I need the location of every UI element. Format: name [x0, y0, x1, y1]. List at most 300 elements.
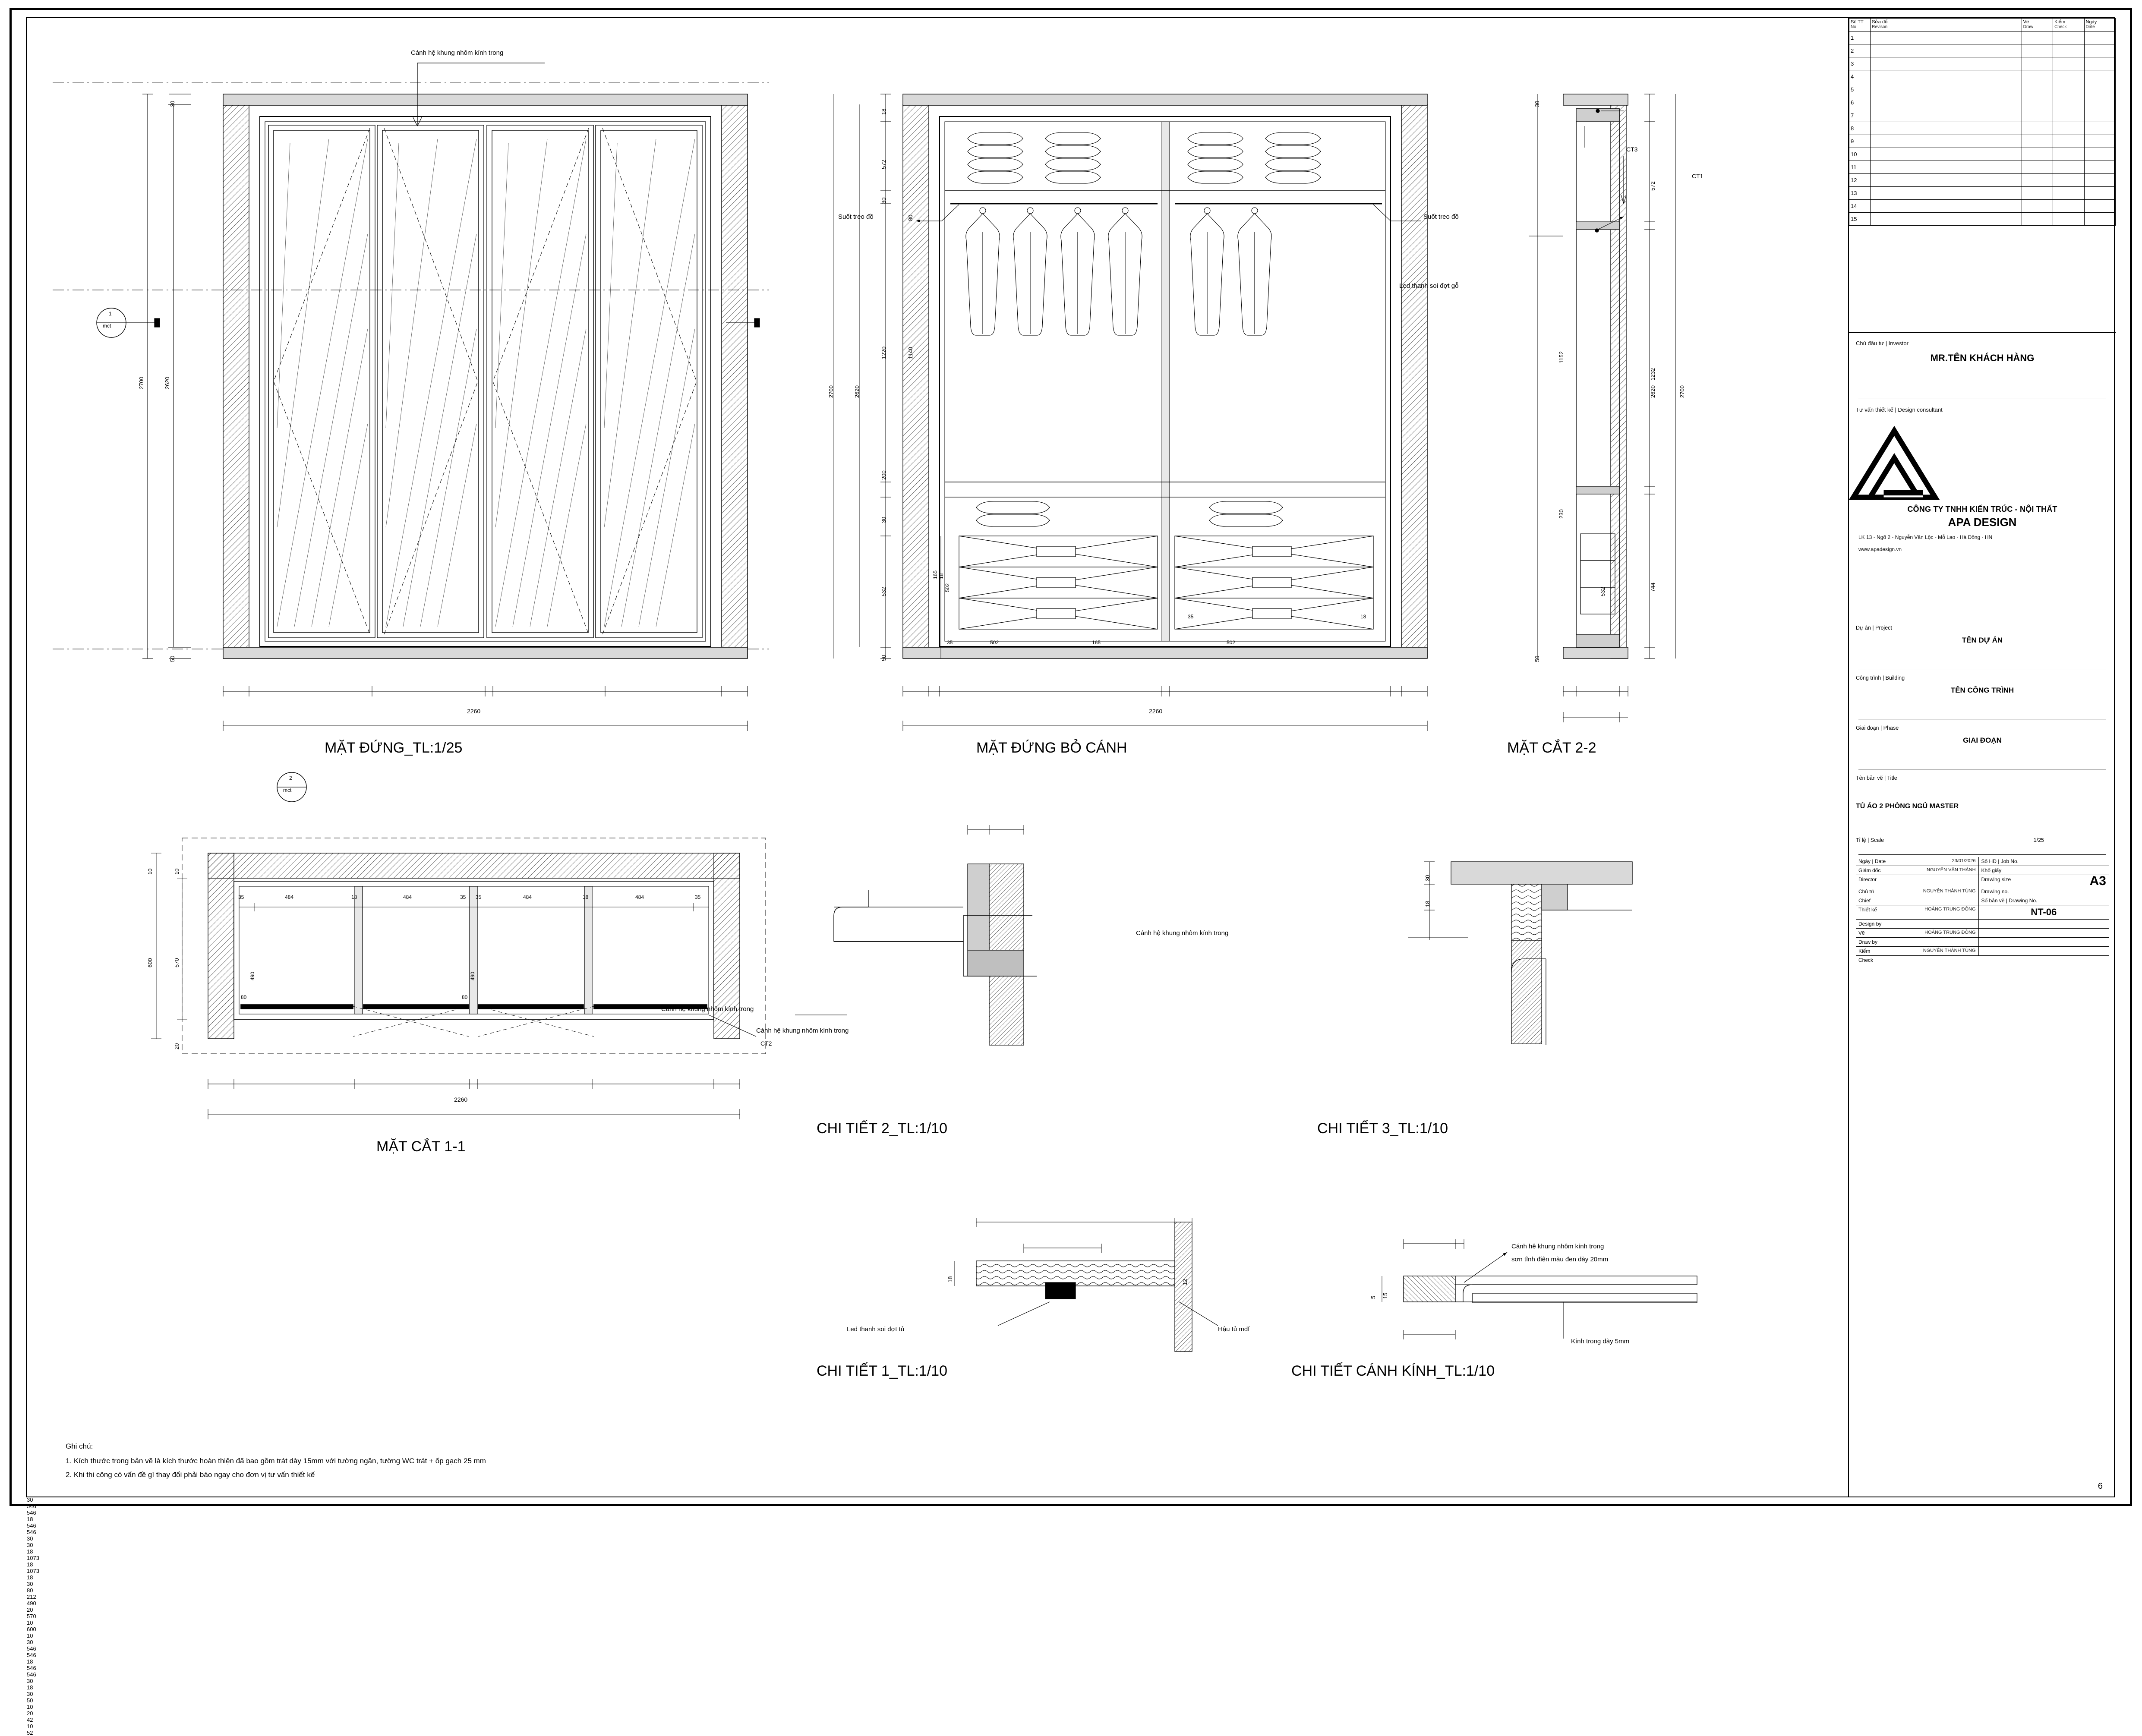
project-value: TÊN DỰ ÁN — [1962, 636, 2003, 644]
rev-col-draw-label: Vẽ — [2023, 19, 2029, 25]
dim-v2-i18: 18 — [938, 573, 944, 579]
revision-row-desc[interactable] — [1871, 44, 2022, 57]
revision-row-date[interactable] — [2084, 57, 2115, 70]
tag-ct1: CT1 — [1692, 173, 1704, 180]
date-label: Ngày | Date — [1858, 858, 1886, 864]
revision-row-date[interactable] — [2084, 32, 2115, 44]
caption-detail-glass: CHI TIẾT CÁNH KÍNH_TL:1/10 — [1291, 1363, 1495, 1379]
row-check — [1856, 947, 2109, 956]
dim-v2-30b: 30 — [880, 517, 887, 523]
revision-row-date[interactable] — [2084, 135, 2115, 148]
dim-v4-490b: 490 — [470, 971, 476, 980]
director-value: NGUYỄN VĂN THÀNH — [1927, 867, 1976, 873]
revision-row[interactable] — [1849, 96, 2116, 109]
rev-col-draw-sub: Draw — [2023, 25, 2033, 30]
technical-drawing-canvas — [27, 18, 1848, 1497]
revision-row-check[interactable] — [2053, 213, 2084, 226]
blank-cell-3 — [1979, 938, 2109, 946]
chief-label-en: Chief — [1858, 898, 1871, 904]
revision-row[interactable] — [1849, 174, 2116, 187]
revision-row-check[interactable] — [2053, 135, 2084, 148]
dim-v3-212: 212 — [27, 1594, 36, 1600]
revision-row-desc[interactable] — [1871, 32, 2022, 44]
caption-elevation: MẶT ĐỨNG_TL:1/25 — [325, 740, 463, 756]
revision-row-draw[interactable] — [2022, 135, 2053, 148]
scale-label: Tỉ lệ | Scale — [1856, 837, 1884, 843]
design-cell — [1856, 905, 1979, 919]
dim-elev-bot50: 50 — [169, 655, 176, 662]
dim-v4-20: 20 — [174, 1043, 180, 1049]
revision-row-desc[interactable] — [1871, 148, 2022, 161]
revision-row-desc[interactable] — [1871, 161, 2022, 174]
dim-v3-2620: 2620 — [1650, 385, 1656, 398]
dim-v3-490: 490 — [27, 1600, 36, 1607]
revision-row-no: 13 — [1849, 187, 1871, 200]
paper-size-cell — [1979, 875, 2109, 887]
paper-cell — [1979, 866, 2109, 875]
revision-row[interactable] — [1849, 57, 2116, 70]
dim-v3-230: 230 — [1558, 509, 1565, 519]
dim-v2-50: 50 — [880, 655, 887, 661]
revision-row-draw[interactable] — [2022, 122, 2053, 135]
dim-v2-35a: 35 — [947, 640, 953, 646]
revision-row-date[interactable] — [2084, 187, 2115, 200]
revision-row-desc[interactable] — [1871, 57, 2022, 70]
divider-7 — [1858, 854, 2106, 855]
dim-v3-2700: 2700 — [1679, 385, 1685, 398]
dim-v2-2620: 2620 — [854, 385, 860, 398]
dim-v4-18b: 18 — [583, 894, 589, 900]
drawing-no-label: Drawing no. — [1981, 888, 2009, 895]
dim-v4-10b: 10 — [174, 868, 180, 875]
director-label-en: Director — [1858, 876, 1877, 882]
dim-v2-1220: 1220 — [880, 347, 887, 359]
revision-row-no: 7 — [1849, 109, 1871, 122]
revision-row-desc[interactable] — [1871, 200, 2022, 213]
revision-row[interactable] — [1849, 44, 2116, 57]
dim-elev-2620: 2620 — [164, 377, 170, 389]
design-value: HOÀNG TRUNG ĐÔNG — [1924, 907, 1976, 912]
dim-d1-12: 12 — [1182, 1279, 1188, 1285]
rev-col-check — [2053, 19, 2084, 32]
building-value: TÊN CÔNG TRÌNH — [1950, 686, 2014, 694]
dim-elev-2700: 2700 — [138, 377, 145, 389]
rev-col-no-label: Số TT — [1851, 19, 1864, 25]
revision-row-date[interactable] — [2084, 161, 2115, 174]
chief-value: NGUYỄN THÀNH TÙNG — [1923, 888, 1976, 894]
caption-detail3: CHI TIẾT 3_TL:1/10 — [1317, 1120, 1448, 1137]
revision-row-draw[interactable] — [2022, 83, 2053, 96]
revision-table — [1849, 18, 2116, 333]
tag-ct2: CT2 — [760, 1040, 772, 1047]
revision-row[interactable] — [1849, 148, 2116, 161]
row-check2 — [1856, 956, 2109, 964]
revision-row-check[interactable] — [2053, 200, 2084, 213]
revision-row-draw[interactable] — [2022, 70, 2053, 83]
label-led-shelf: Led thanh soi đợt gỗ — [1399, 282, 1459, 290]
revision-row-draw[interactable] — [2022, 174, 2053, 187]
dim-elev-top30: 30 — [169, 101, 176, 107]
dim-d2-30: 30 — [27, 1691, 33, 1697]
revision-row-check[interactable] — [2053, 187, 2084, 200]
blank-cell-4 — [1979, 947, 2109, 955]
dim-elev-b1: 546 — [27, 1503, 36, 1509]
check-value: NGUYỄN THÀNH TÙNG — [1923, 948, 1976, 953]
dim-v2-b6: 30 — [27, 1581, 33, 1587]
dim-v2-502d: 502 — [1227, 640, 1236, 646]
revision-row-date[interactable] — [2084, 213, 2115, 226]
draw-label-en: Draw by — [1858, 939, 1878, 945]
row-draw — [1856, 929, 2109, 938]
caption-elevation-doors-off: MẶT ĐỨNG BỎ CÁNH — [976, 740, 1127, 756]
draw-cell — [1856, 929, 1979, 937]
dim-d2-18: 18 — [27, 1684, 33, 1691]
revision-row-desc[interactable] — [1871, 109, 2022, 122]
caption-section22: MẶT CẮT 2-2 — [1507, 740, 1596, 756]
revision-row-desc[interactable] — [1871, 96, 2022, 109]
director-cell — [1856, 866, 1979, 875]
company-logo-block — [1849, 424, 2116, 553]
dim-v2-total: 2260 — [1149, 708, 1163, 715]
revision-row-date[interactable] — [2084, 96, 2115, 109]
drawing-no-value: NT-06 — [2031, 907, 2057, 917]
design-label-en: Design by — [1858, 921, 1882, 927]
blank-cell-1 — [1979, 920, 2109, 928]
dim-v3-1232: 1232 — [1650, 368, 1656, 381]
revision-row-date[interactable] — [2084, 83, 2115, 96]
dim-v4-b2: 546 — [27, 1652, 36, 1658]
revision-row-draw[interactable] — [2022, 200, 2053, 213]
building-section — [1849, 671, 2116, 698]
rev-col-check-label: Kiểm — [2054, 19, 2066, 25]
dim-d3-18: 18 — [1424, 901, 1431, 907]
revision-row-no: 8 — [1849, 122, 1871, 135]
revision-row[interactable] — [1849, 200, 2116, 213]
revision-row-no: 4 — [1849, 70, 1871, 83]
consultant-section — [1849, 403, 2116, 416]
dim-v2-18: 18 — [880, 108, 887, 115]
design-label: Thiết kế — [1858, 907, 1877, 913]
drawing-area — [27, 18, 1848, 1736]
phase-value: GIAI ĐOẠN — [1963, 736, 2002, 744]
notes-title: Ghi chú: — [66, 1442, 93, 1450]
label-led-detail1: Led thanh soi đợt tủ — [847, 1326, 905, 1333]
revision-row-desc[interactable] — [1871, 174, 2022, 187]
director-en-cell — [1856, 875, 1979, 887]
drawing-title-value: TỦ ÁO 2 PHÒNG NGỦ MASTER — [1856, 803, 1959, 810]
label-hanging-rail-left: Suốt treo đồ — [838, 213, 874, 221]
blank-cell-5 — [1978, 956, 2109, 964]
drawing-title-section — [1849, 772, 2116, 814]
label-hanging-rail-right: Suốt treo đồ — [1423, 213, 1459, 221]
revision-row-no: 3 — [1849, 57, 1871, 70]
revision-header-row — [1849, 19, 2116, 32]
revision-row-desc[interactable] — [1871, 187, 2022, 200]
check-label: Kiểm — [1858, 948, 1871, 954]
dim-v2-1140: 1140 — [907, 347, 914, 359]
dim-v4-490a: 490 — [249, 971, 256, 980]
revision-row-no: 2 — [1849, 44, 1871, 57]
revision-row-check[interactable] — [2053, 122, 2084, 135]
dim-elev-b0: 30 — [27, 1497, 33, 1503]
dim-d1-50: 50 — [27, 1697, 33, 1704]
revision-row-desc[interactable] — [1871, 83, 2022, 96]
drawing-no-label2: Số bản vẽ | Drawing No. — [1981, 898, 2038, 904]
dim-v3-b570: 570 — [27, 1613, 36, 1619]
dim-v2-i165: 165 — [932, 570, 938, 579]
revision-row[interactable] — [1849, 122, 2116, 135]
dim-elev-b6: 30 — [27, 1535, 33, 1542]
dim-elev-b2: 546 — [27, 1509, 36, 1516]
revision-row-no: 10 — [1849, 148, 1871, 161]
row-director — [1856, 866, 2109, 875]
revision-row-check[interactable] — [2053, 161, 2084, 174]
row-design2 — [1856, 920, 2109, 929]
date-value: 23/01/2026 — [1952, 858, 1976, 863]
callout-detail3: Cánh hệ khung nhôm kính trong — [1136, 929, 1229, 937]
dim-v4-b4: 546 — [27, 1665, 36, 1671]
revision-row-date[interactable] — [2084, 122, 2115, 135]
company-address-line1: LK 13 - Ngõ 2 - Nguyễn Văn Lộc - Mỗ Lao - Hà Đông - HN — [1858, 534, 1993, 540]
dim-v4-484d: 484 — [635, 894, 644, 900]
revision-row-draw[interactable] — [2022, 213, 2053, 226]
draw-value: HOÀNG TRUNG ĐÔNG — [1924, 930, 1976, 935]
dim-v4-600: 600 — [147, 958, 153, 967]
row-chief — [1856, 887, 2109, 896]
dim-v2-572: 572 — [880, 160, 887, 169]
check-en-cell — [1856, 956, 1978, 964]
dim-dg-52: 52 — [27, 1730, 33, 1736]
revision-row-no: 1 — [1849, 32, 1871, 44]
drawing-no-value-cell — [1979, 905, 2109, 919]
revision-row-draw[interactable] — [2022, 187, 2053, 200]
dim-v2-200: 200 — [880, 470, 887, 480]
revision-row-draw[interactable] — [2022, 44, 2053, 57]
revision-row[interactable] — [1849, 83, 2116, 96]
dim-v4-484b: 484 — [403, 894, 412, 900]
building-label: Công trình | Building — [1856, 675, 1905, 681]
dim-v3-1152: 1152 — [1558, 351, 1565, 363]
dim-v2-b3: 18 — [27, 1561, 33, 1568]
revision-row-desc[interactable] — [1871, 122, 2022, 135]
row-design — [1856, 905, 2109, 920]
rev-col-no — [1849, 19, 1871, 32]
consultant-label: Tư vấn thiết kế | Design consultant — [1856, 406, 1943, 413]
revision-row-draw[interactable] — [2022, 148, 2053, 161]
revision-row-no: 6 — [1849, 96, 1871, 109]
row-draw2 — [1856, 938, 2109, 947]
dim-elev-total: 2260 — [467, 708, 481, 715]
revision-row-desc[interactable] — [1871, 213, 2022, 226]
caption-section11: MẶT CẮT 1-1 — [376, 1138, 466, 1155]
phase-section — [1849, 721, 2116, 748]
revision-row[interactable] — [1849, 213, 2116, 226]
dim-v4-484c: 484 — [523, 894, 532, 900]
revision-row[interactable] — [1849, 187, 2116, 200]
marker1-top: 1 — [109, 311, 112, 317]
chief-en-cell — [1856, 896, 1979, 905]
revision-row[interactable] — [1849, 109, 2116, 122]
dim-v3-744: 744 — [1650, 583, 1656, 592]
dim-v4-b3: 18 — [27, 1658, 33, 1665]
revision-row-draw[interactable] — [2022, 32, 2053, 44]
dim-d1-10: 10 — [27, 1704, 33, 1710]
paper-label: Khổ giấy — [1981, 867, 2002, 873]
marker2-top: 2 — [289, 775, 292, 781]
revision-row-desc[interactable] — [1871, 135, 2022, 148]
dim-v2-35b: 35 — [1188, 614, 1194, 620]
draw-label: Vẽ — [1858, 930, 1865, 936]
revision-row-check[interactable] — [2053, 70, 2084, 83]
dim-dg-15: 15 — [1382, 1292, 1388, 1299]
dim-v4-570: 570 — [174, 958, 180, 967]
dim-v3-50: 50 — [1534, 655, 1540, 662]
rev-col-date-sub: Date — [2085, 25, 2095, 30]
dim-v2-b4: 1073 — [27, 1568, 39, 1574]
dim-v4-18a: 18 — [351, 894, 357, 900]
title-block — [1848, 18, 2115, 1497]
revision-row-check[interactable] — [2053, 148, 2084, 161]
date-cell — [1856, 857, 1979, 866]
revision-row-date[interactable] — [2084, 200, 2115, 213]
dim-v2-80: 80 — [907, 214, 914, 221]
rev-col-revision-sub: Revison — [1872, 25, 1888, 30]
label-clear-glass: Kính trong dày 5mm — [1571, 1338, 1630, 1345]
rev-col-date-label: Ngày — [2085, 19, 2097, 25]
dim-v3-b20: 20 — [27, 1607, 33, 1613]
drawing-no-label-cell — [1979, 887, 2109, 896]
dim-v3-572: 572 — [1650, 181, 1656, 191]
paper-value: A3 — [2089, 874, 2106, 888]
company-address-line2: www.apadesign.vn — [1858, 546, 1902, 552]
note-line-1: 1. Kích thước trong bản vẽ là kích thước hoàn thiện đã bao gồm trát dày 15mm với tường ngăn, tường WC trát + ốp gạch 25 mm — [66, 1457, 486, 1465]
investor-value: MR.TÊN KHÁCH HÀNG — [1930, 353, 2035, 363]
dim-d3-30: 30 — [1424, 875, 1431, 881]
phase-label: Giai đoạn | Phase — [1856, 725, 1899, 731]
rev-col-revision — [1871, 19, 2022, 32]
project-section — [1849, 621, 2116, 648]
dim-v2-2700: 2700 — [828, 385, 834, 398]
revision-row-check[interactable] — [2053, 174, 2084, 187]
dim-v4-total: 2260 — [454, 1096, 468, 1103]
callout-section11-door: Cánh hệ khung nhôm kính trong — [756, 1027, 849, 1034]
dim-elev-b5: 546 — [27, 1529, 36, 1535]
note-line-2: 2. Khi thi công có vấn đề gì thay đổi phải báo ngay cho đơn vị tư vấn thiết kế — [66, 1471, 315, 1479]
dim-v4-b5: 546 — [27, 1671, 36, 1678]
revision-row-desc[interactable] — [1871, 70, 2022, 83]
revision-row-check[interactable] — [2053, 57, 2084, 70]
tag-ct3: CT3 — [1626, 146, 1638, 153]
design-en-cell — [1856, 920, 1979, 928]
dim-dg-10: 10 — [27, 1723, 33, 1730]
paper-label-en: Drawing size — [1981, 876, 2011, 882]
revision-row[interactable] — [1849, 161, 2116, 174]
scale-value: 1/25 — [2033, 837, 2044, 843]
apa-logo-icon — [1849, 424, 1940, 501]
chief-cell — [1856, 887, 1979, 896]
dim-v2-b5: 18 — [27, 1574, 33, 1581]
revision-row-draw[interactable] — [2022, 161, 2053, 174]
investor-section — [1849, 337, 2116, 367]
check-cell — [1856, 947, 1979, 955]
revision-row-draw[interactable] — [2022, 96, 2053, 109]
caption-detail2: CHI TIẾT 2_TL:1/10 — [817, 1120, 947, 1137]
revision-row[interactable] — [1849, 70, 2116, 83]
revision-row-no: 5 — [1849, 83, 1871, 96]
dim-v4-80a: 80 — [241, 994, 247, 1000]
revision-row-date[interactable] — [2084, 174, 2115, 187]
dim-v2-35c: 18 — [1360, 614, 1366, 620]
dim-v4-35b: 35 — [460, 894, 466, 900]
page-number: 6 — [2098, 1481, 2103, 1491]
rev-col-draw — [2022, 19, 2053, 32]
dim-v2-502c: 165 — [1092, 640, 1101, 646]
revision-row-check[interactable] — [2053, 44, 2084, 57]
signature-grid — [1849, 857, 2116, 964]
investor-label: Chủ đầu tư | Investor — [1856, 340, 1909, 347]
dim-v4-35a: 35 — [238, 894, 244, 900]
revision-row-check[interactable] — [2053, 32, 2084, 44]
dim-v4-484a: 484 — [285, 894, 294, 900]
revision-row-date[interactable] — [2084, 70, 2115, 83]
dim-v3-b600: 600 — [27, 1626, 36, 1632]
dim-v2-b1: 18 — [27, 1548, 33, 1555]
dim-elev-b3: 18 — [27, 1516, 33, 1522]
chief-label: Chủ trì — [1858, 888, 1874, 895]
dim-v4-b1: 546 — [27, 1645, 36, 1652]
revision-row-no: 9 — [1849, 135, 1871, 148]
dim-v2-b0: 30 — [27, 1542, 33, 1548]
revision-row-date[interactable] — [2084, 109, 2115, 122]
dim-v4-35c: 35 — [476, 894, 482, 900]
revision-row-check[interactable] — [2053, 96, 2084, 109]
dim-v2-502b: 502 — [990, 640, 999, 646]
rev-col-check-sub: Check — [2054, 25, 2067, 30]
rev-col-revision-label: Sửa đổi — [1872, 19, 1889, 25]
drawing-title-label: Tên bản vẽ | Title — [1856, 775, 1897, 781]
revision-row-draw[interactable] — [2022, 57, 2053, 70]
revision-row-date[interactable] — [2084, 44, 2115, 57]
revision-row-date[interactable] — [2084, 148, 2115, 161]
rev-col-date — [2084, 19, 2115, 32]
revision-row-draw[interactable] — [2022, 109, 2053, 122]
check-label-en: Check — [1858, 957, 1874, 963]
revision-row[interactable] — [1849, 32, 2116, 44]
row-date — [1856, 857, 2109, 866]
revision-row-check[interactable] — [2053, 83, 2084, 96]
dim-elev-b4: 546 — [27, 1522, 36, 1529]
dim-dg-5: 5 — [1370, 1295, 1376, 1299]
company-name-line1: CÔNG TY TNHH KIẾN TRÚC - NỘI THẤT — [1907, 505, 2057, 514]
revision-row-check[interactable] — [2053, 109, 2084, 122]
scale-row — [1849, 835, 2116, 845]
job-label: Số HĐ | Job No. — [1981, 858, 2019, 864]
blank-cell-2 — [1979, 929, 2109, 937]
director-label: Giám đốc — [1858, 867, 1881, 873]
company-name-line2: APA DESIGN — [1948, 516, 2017, 529]
marker1-bottom: mct — [103, 323, 111, 329]
job-cell — [1979, 857, 2109, 866]
revision-row[interactable] — [1849, 135, 2116, 148]
dim-v3-532: 532 — [1599, 587, 1606, 596]
dim-v3-b10b: 10 — [27, 1632, 33, 1639]
dim-dg-42: 42 — [27, 1717, 33, 1723]
dim-v3-30: 30 — [1534, 101, 1540, 107]
row-director2 — [1856, 875, 2109, 887]
project-label: Dự án | Project — [1856, 625, 1892, 631]
label-back-panel: Hậu tủ mdf — [1218, 1326, 1250, 1333]
caption-detail1: CHI TIẾT 1_TL:1/10 — [817, 1363, 947, 1379]
